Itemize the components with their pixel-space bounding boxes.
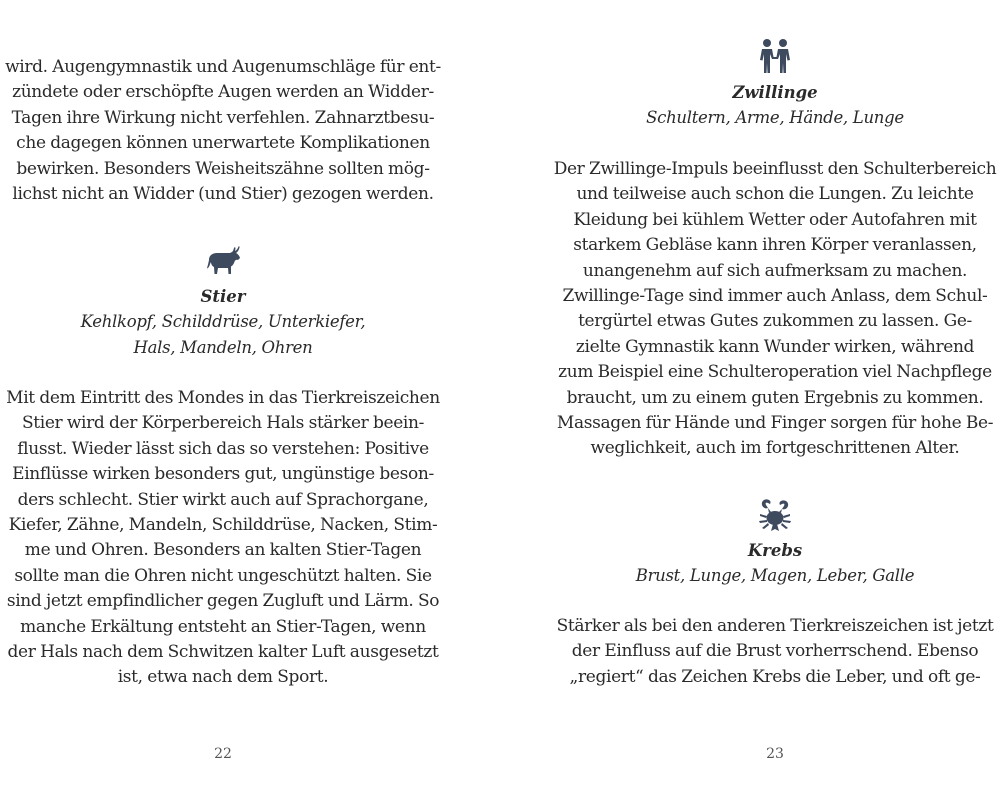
text-line: der Einfluss auf die Brust vorherrschend. Ebenso	[571, 641, 979, 662]
text-line: zum Beispiel eine Schulteroperation viel Nachpflege	[558, 362, 992, 383]
text-line: Massagen für Hände und Finger sorgen für hohe Be-	[556, 413, 994, 434]
text-line: bewirken. Besonders Weisheitszähne sollten mög-	[16, 158, 430, 179]
text-line: weglichkeit, auch im fortgeschrittenen Alter.	[590, 438, 960, 459]
text-line: und teilweise auch schon die Lungen. Zu leichte	[576, 184, 974, 205]
sign-subtitle: Kehlkopf, Schilddrüse, Unterkiefer,	[80, 312, 366, 331]
text-line: Stier wird der Körperbereich Hals stärker beein-	[21, 413, 425, 434]
text-line: Kiefer, Zähne, Mandeln, Schilddrüse, Nacken, Stim-	[8, 515, 438, 536]
text-line: sollte man die Ohren nicht ungeschützt halten. Sie	[14, 565, 432, 586]
text-line: starkem Gebläse kann ihren Körper veranlassen,	[573, 235, 977, 256]
text-line: „regiert“ das Zeichen Krebs die Leber, und oft ge-	[569, 666, 981, 687]
krebs-paragraph	[552, 614, 998, 690]
text-line: Mit dem Eintritt des Mondes in das Tierkreiszeichen	[6, 388, 440, 408]
sign-title: Stier	[200, 287, 246, 306]
text-line: che dagegen können unerwartete Komplikationen	[16, 133, 430, 154]
text-line: zündete oder erschöpfte Augen werden an Widder-	[12, 82, 434, 103]
text-line: manche Erkältung entsteht an Stier-Tagen, wenn	[20, 616, 426, 637]
text-line: flusst. Wieder lässt sich das so verstehen: Positive	[17, 438, 429, 459]
page-number-right: 23	[766, 746, 784, 762]
sign-block-krebs	[552, 494, 998, 589]
sign-title: Zwillinge	[732, 83, 818, 102]
text-line: Kleidung bei kühlem Wetter oder Autofahren mit	[573, 209, 977, 230]
text-line: lichst nicht an Widder (und Stier) gezogen werden.	[12, 184, 434, 205]
text-line: Zwillinge-Tage sind immer auch Anlass, dem Schul-	[562, 286, 988, 307]
text-line: ders schlecht. Stier wirkt auch auf Sprachorgane,	[17, 489, 429, 510]
sign-title: Krebs	[747, 541, 803, 560]
page-number-left: 22	[214, 746, 232, 762]
text-line: unangenehm auf sich aufmerksam zu machen.	[582, 260, 968, 281]
sign-block-stier	[0, 240, 446, 361]
text-line: sind jetzt empfindlicher gegen Zugluft und Lärm. So	[6, 591, 440, 612]
sign-subtitle: Brust, Lunge, Magen, Leber, Galle	[635, 566, 915, 585]
text-line: der Hals nach dem Schwitzen kalter Luft ausgesetzt	[7, 642, 439, 663]
stier-paragraph	[0, 386, 446, 691]
zwillinge-paragraph	[552, 157, 998, 462]
text-line: ist, etwa nach dem Sport.	[117, 667, 329, 688]
text-line: braucht, um zu einem guten Ergebnis zu kommen.	[566, 387, 984, 408]
crab-icon	[755, 494, 795, 534]
bull-icon	[203, 240, 243, 280]
text-line: zielte Gymnastik kann Wunder wirken, während	[575, 336, 975, 357]
twins-icon	[755, 36, 795, 76]
sign-subtitle: Schultern, Arme, Hände, Lunge	[646, 108, 904, 127]
text-line: Tagen ihre Wirkung nicht verfehlen. Zahnarztbesu-	[11, 107, 435, 128]
right-page	[552, 0, 998, 800]
text-line: Stärker als bei den anderen Tierkreiszeichen ist jetzt	[556, 616, 994, 636]
sign-subtitle: Hals, Mandeln, Ohren	[133, 338, 313, 357]
intro-paragraph	[0, 55, 446, 207]
left-page	[0, 0, 446, 800]
text-line: Der Zwillinge-Impuls beeinflusst den Schulterbereich	[553, 159, 997, 179]
sign-block-zwillinge	[552, 36, 998, 131]
text-line: Einflüsse wirken besonders gut, ungünstige beson-	[12, 464, 434, 485]
text-line: wird. Augengymnastik und Augenumschläge für ent-	[5, 57, 441, 77]
text-line: me und Ohren. Besonders an kalten Stier-Tagen	[24, 540, 422, 561]
text-line: tergürtel etwas Gutes zukommen zu lassen. Ge-	[578, 311, 972, 332]
